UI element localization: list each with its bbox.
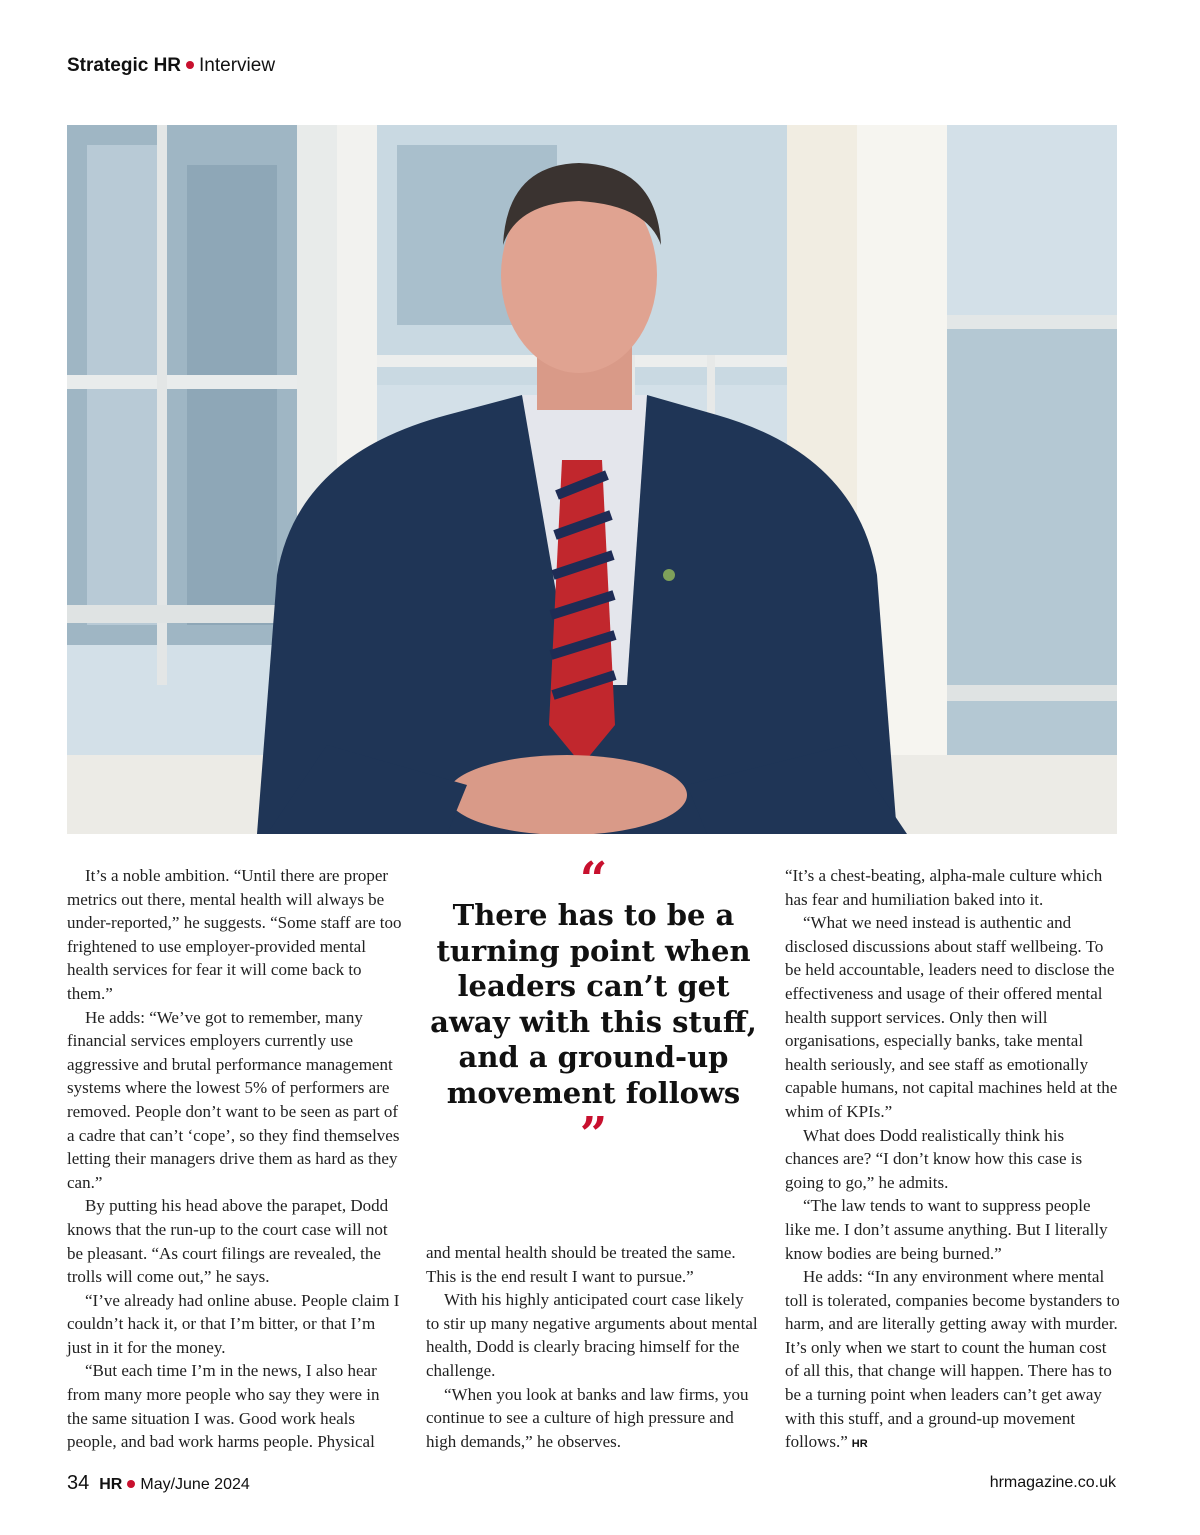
magazine-name: HR (99, 1476, 123, 1493)
paragraph: It’s a noble ambition. “Until there are proper metrics out there, mental health will always be under-reported,” he suggests. “Some staff are too frightened to use employer-provided mental health services for fear it will come back to them.” (67, 866, 402, 1003)
paragraph: “It’s a chest-beating, alpha-male culture which has fear and humiliation baked into it. (785, 866, 1103, 909)
page-number: 34 (67, 1472, 90, 1494)
paragraph (785, 1265, 1120, 1457)
bullet-dot (186, 61, 194, 69)
website-link[interactable]: hrmagazine.co.uk (989, 1474, 1116, 1491)
running-header (67, 55, 275, 77)
page-footer (67, 1472, 1116, 1495)
issue-date: May/June 2024 (140, 1476, 250, 1493)
paragraph: He adds: “We’ve got to remember, many financial services employers currently use aggressive and brutal performance management systems where the lowest 5% of performers are removed. People don’t want to be seen as part of a cadre that can’t ‘cope’, so they find themselves letting their managers drive them as hard as they can.” (67, 1007, 400, 1192)
end-sign: HR (851, 1438, 868, 1451)
section-label: Strategic HR (67, 55, 182, 76)
paragraph: “But each time I’m in the news, I also hear from many more people who say they were in the same situation I was. Good work heals people, and bad work harms people. Physical (67, 1361, 380, 1452)
close-quote-mark: ” (579, 1107, 608, 1163)
column-3 (785, 864, 1120, 1457)
paragraph: “When you look at banks and law firms, you continue to see a culture of high pressure and high demands,” he observes. (426, 1384, 749, 1451)
interview-photo (67, 125, 1117, 834)
paragraph: and mental health should be treated the same. This is the end result I want to pursue.” (426, 1243, 736, 1286)
category-label: Interview (199, 55, 276, 76)
pull-quote (426, 852, 761, 1163)
column-1 (67, 864, 402, 1454)
portrait-illustration (67, 125, 1117, 834)
column-2 (426, 1241, 761, 1453)
paragraph: “What we need instead is authentic and disclosed discussions about staff wellbeing. To be held accountable, leaders need to disclose the effectiveness and usage of their offered mental health support services. Only then will organisations, especially banks, take mental health seriously, and see staff as emotionally capable humans, not capital machines held at the whim of KPIs.” (785, 913, 1118, 1121)
open-quote-mark: “ (579, 852, 608, 908)
paragraph: What does Dodd realistically think his chances are? “I don’t know how this case is going to go,” he admits. (785, 1125, 1083, 1192)
paragraph-text: He adds: “In any environment where mental toll is tolerated, companies become bystanders to harm, and are literally getting away with murder. It’s only when we start to count the human cost of all this, that change will happen. There has to be a turning point when leaders can’t get away with this stuff, and a ground-up movement follows.” (785, 1267, 1120, 1452)
paragraph: “The law tends to want to suppress people like me. I don’t assume anything. But I literally know bodies are being burned.” (785, 1196, 1108, 1263)
paragraph: With his highly anticipated court case likely to stir up many negative arguments about mental health, Dodd is clearly bracing himself for the challenge. (426, 1290, 758, 1380)
paragraph: “I’ve already had online abuse. People claim I couldn’t hack it, or that I’m bitter, or that I’m just in it for the money. (67, 1290, 400, 1357)
pull-quote-text: There has to be a turning point when leaders can’t get away with this stuff, and a ground-up movement follows (430, 898, 757, 1110)
paragraph: By putting his head above the parapet, Dodd knows that the run-up to the court case will not be pleasant. “As court filings are revealed, the trolls will come out,” he says. (67, 1196, 389, 1287)
bullet-dot (127, 1480, 135, 1488)
